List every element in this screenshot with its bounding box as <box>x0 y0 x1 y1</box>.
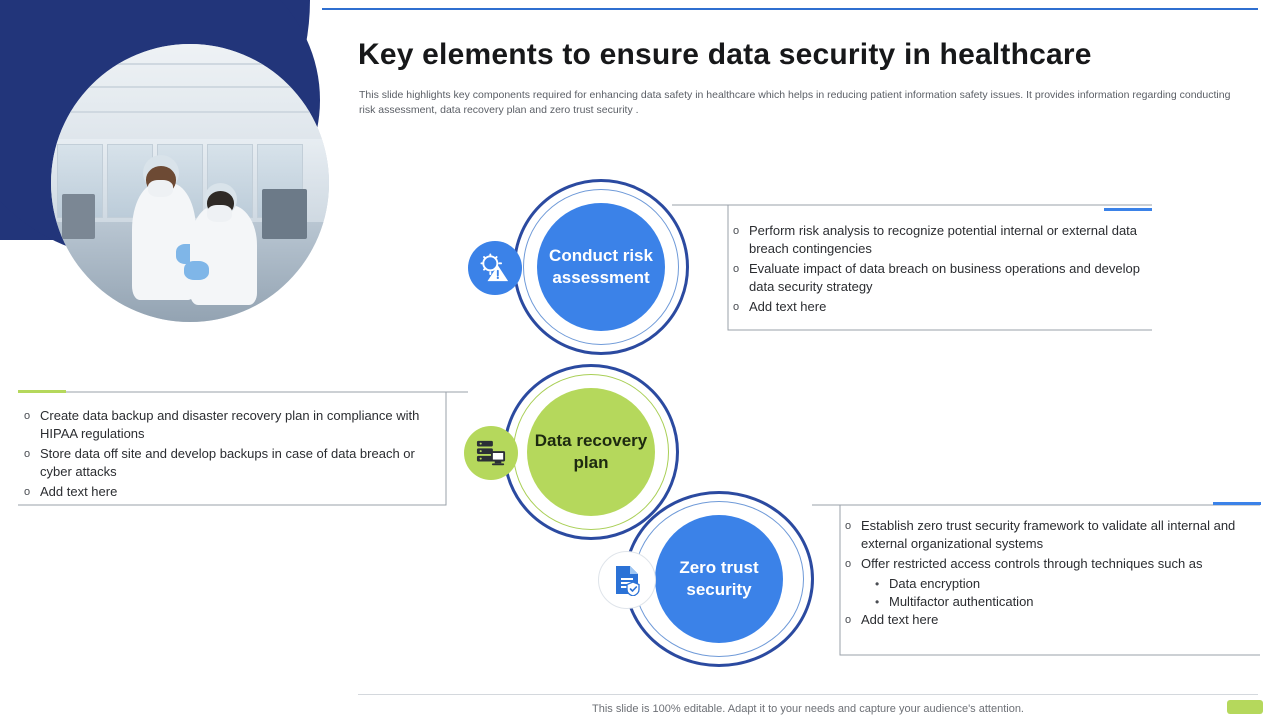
sub-bullet-marker: • <box>875 595 880 609</box>
bullet-text: Add text here <box>861 612 939 627</box>
bullet-text: Evaluate impact of data breach on business operations and develop data security strategy <box>749 261 1140 294</box>
bullet-marker: o <box>845 614 852 626</box>
sub-bullet-item <box>875 593 1265 611</box>
bullet-item <box>733 298 1153 316</box>
bullet-text: Create data backup and disaster recovery plan in compliance with HIPAA regulations <box>40 408 420 441</box>
footer-note: This slide is 100% editable. Adapt it to your needs and capture your audience's attention. <box>592 703 1024 715</box>
bullet-text: Establish zero trust security framework to validate all internal and external organizational systems <box>861 518 1236 551</box>
bullet-text: Perform risk analysis to recognize potential internal or external data breach contingencies <box>749 223 1138 256</box>
bullets-zero-trust-security <box>845 517 1265 631</box>
bullets-data-recovery-plan <box>24 407 444 503</box>
accent-rule-node3 <box>1213 502 1261 505</box>
accent-rule-node1 <box>1104 208 1152 211</box>
sub-bullet-text: Multifactor authentication <box>889 594 1034 609</box>
page-title: Key elements to ensure data security in healthcare <box>358 38 1092 71</box>
bullets-conduct-risk-assessment <box>733 222 1153 318</box>
secure-document-icon <box>598 551 656 609</box>
bullet-item <box>733 222 1153 258</box>
risk-warning-gear-icon <box>468 241 522 295</box>
bullet-item <box>24 483 444 501</box>
bullet-text: Store data off site and develop backups in case of data breach or cyber attacks <box>40 446 415 479</box>
bullet-marker: o <box>733 301 740 313</box>
footer-accent-chip <box>1227 700 1263 714</box>
bullet-item <box>845 611 1265 629</box>
node-zero-trust-security[interactable] <box>598 491 814 667</box>
bullet-marker: o <box>733 225 740 237</box>
bullet-marker: o <box>733 263 740 275</box>
sub-bullet-text: Data encryption <box>889 576 981 591</box>
node-conduct-risk-assessment[interactable] <box>468 179 674 355</box>
bullet-marker: o <box>24 486 31 498</box>
server-backup-icon <box>464 426 518 480</box>
healthcare-lab-photo <box>51 44 329 322</box>
bullet-marker: o <box>845 520 852 532</box>
footer-divider <box>358 694 1258 695</box>
bullet-item <box>24 445 444 481</box>
bullet-marker: o <box>845 558 852 570</box>
bullet-item <box>845 517 1265 553</box>
accent-rule-node2 <box>18 390 66 393</box>
header-top-rule <box>322 8 1258 10</box>
bullet-item <box>24 407 444 443</box>
bullet-text: Offer restricted access controls through techniques such as <box>861 556 1203 571</box>
node-label-data-recovery-plan: Data recovery plan <box>527 388 655 516</box>
bullet-text: Add text here <box>40 484 118 499</box>
page-subtitle: This slide highlights key components required for enhancing data safety in healthcare which helps in reducing patient information safety issues. It provides information regarding conducting risk assessment, data recovery plan and zero trust security . <box>359 89 1231 116</box>
node-label-zero-trust-security: Zero trust security <box>655 515 783 643</box>
node-label-conduct-risk-assessment: Conduct risk assessment <box>537 203 665 331</box>
bullet-text: Add text here <box>749 299 827 314</box>
sub-bullet-marker: • <box>875 577 880 591</box>
bullet-item <box>733 260 1153 296</box>
bullet-marker: o <box>24 410 31 422</box>
bullet-marker: o <box>24 448 31 460</box>
bullet-item <box>845 555 1265 573</box>
sub-bullet-item <box>875 575 1265 593</box>
